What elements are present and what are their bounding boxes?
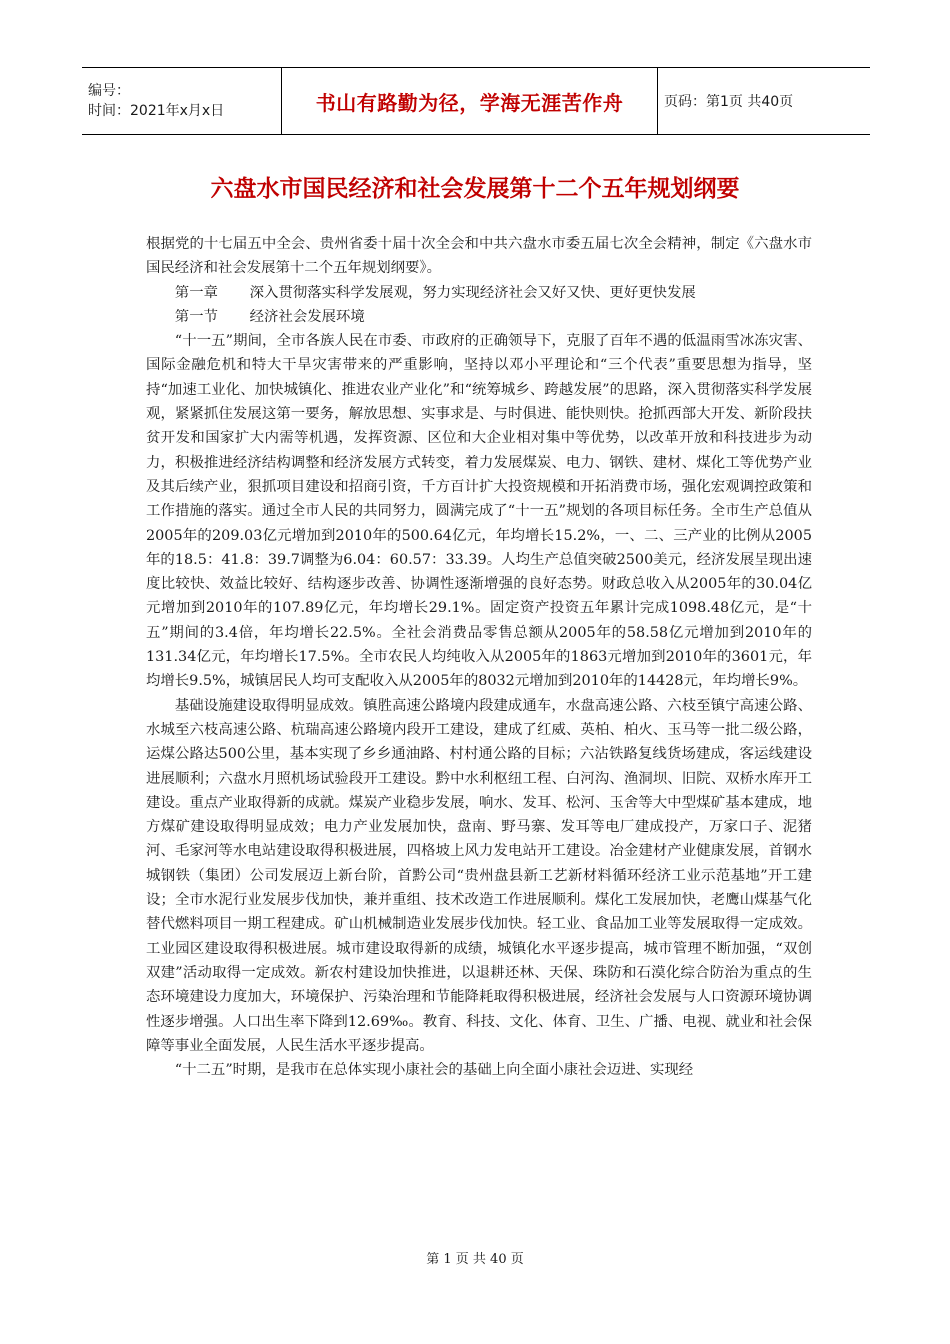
header-motto: 书山有路勤为径，学海无涯苦作舟 bbox=[315, 90, 624, 115]
time-label: 时间：2021年x月x日 bbox=[88, 103, 225, 119]
chapter-heading bbox=[146, 281, 812, 305]
section-title: 经济社会发展环境 bbox=[249, 308, 365, 325]
section-heading bbox=[146, 305, 812, 329]
document-header bbox=[82, 67, 870, 135]
chapter-title: 深入贯彻落实科学发展观，努力实现经济社会又好又快、更好更快发展 bbox=[249, 284, 696, 301]
chapter-label: 第一章 bbox=[174, 284, 218, 301]
header-page-cell bbox=[658, 68, 870, 134]
intro-paragraph: 根据党的十七届五中全会、贵州省委十届十次全会和中共六盘水市委五届七次全会精神，制定《六盘水市国民经济和社会发展第十二个五年规划纲要》。 bbox=[146, 236, 812, 277]
number-label: 编号： bbox=[88, 83, 130, 99]
body-paragraph-2: 基础设施建设取得明显成效。镇胜高速公路境内段建成通车，水盘高速公路、六枝至镇宁高速公路、水城至六枝高速公路、杭瑞高速公路境内段开工建设，建成了红威、英柏、柏火、玉马等一批二级公路，运煤公路达500公里，基本实现了乡乡通油路、村村通公路的目标；六沾铁路复线货场建成，客运线建设进展顺利；六盘水月照机场试验段开工建设。黔中水利枢纽工程、白河沟、渔洞坝、旧院、双桥水库开工建设。重点产业取得新的成就。煤炭产业稳步发展，响水、发耳、松河、玉舍等大中型煤矿基本建成，地方煤矿建设取得明显成效；电力产业发展加快，盘南、野马寨、发耳等电厂建成投产，万家口子、泥猪河、毛家河等水电站建设取得积极进展，四格坡上风力发电站开工建设。冶金建材产业健康发展，首钢水城钢铁（集团）公司发展迈上新台阶，首黔公司“贵州盘县新工艺新材料循环经济工业示范基地”开工建设；全市水泥行业发展步伐加快，兼并重组、技术改造工作进展顺利。煤化工发展加快，老鹰山煤基气化替代燃料项目一期工程建成。矿山机械制造业发展步伐加快。轻工业、食品加工业等发展取得一定成效。工业园区建设取得积极进展。城市建设取得新的成绩，城镇化水平逐步提高，城市管理不断加强，“双创双建”活动取得一定成效。新农村建设加快推进，以退耕还林、天保、珠防和石漠化综合防治为重点的生态环境建设力度加大，环境保护、污染治理和节能降耗取得积极进展，经济社会发展与人口资源环境协调性逐步增强。人口出生率下降到12.69‰。教育、科技、文化、体育、卫生、广播、电视、就业和社会保障等事业全面发展，人民生活水平逐步提高。 bbox=[146, 697, 812, 1054]
body-paragraph-3: “十二五”时期，是我市在总体实现小康社会的基础上向全面小康社会迈进、实现经 bbox=[174, 1062, 694, 1079]
section-label: 第一节 bbox=[174, 308, 218, 325]
header-meta bbox=[82, 68, 282, 134]
document-body bbox=[146, 232, 812, 1082]
header-page-label: 页码：第1页 共40页 bbox=[664, 94, 794, 110]
page-footer: 第 1 页 共 40 页 bbox=[426, 1252, 524, 1267]
document-title: 六盘水市国民经济和社会发展第十二个五年规划纲要 bbox=[210, 176, 740, 202]
header-motto-cell bbox=[282, 68, 658, 134]
body-paragraph-1: “十一五”期间，全市各族人民在市委、市政府的正确领导下，克服了百年不遇的低温雨雪冰冻灾害、国际金融危机和特大干旱灾害带来的严重影响，坚持以邓小平理论和“三个代表”重要思想为指导，坚持“加速工业化、加快城镇化、推进农业产业化”和“统筹城乡、跨越发展”的思路，深入贯彻落实科学发展观，紧紧抓住发展这第一要务，解放思想、实事求是、与时俱进、能快则快。抢抓西部大开发、新阶段扶贫开发和国家扩大内需等机遇，发挥资源、区位和大企业相对集中等优势，以改革开放和科技进步为动力，积极推进经济结构调整和经济发展方式转变，着力发展煤炭、电力、钢铁、建材、煤化工等优势产业及其后续产业，狠抓项目建设和招商引资，千方百计扩大投资规模和开拓消费市场，强化宏观调控政策和工作措施的落实。通过全市人民的共同努力，圆满完成了“十一五”规划的各项目标任务。全市生产总值从2005年的209.03亿元增加到2010年的500.64亿元，年均增长15.2%，一、二、三产业的比例从2005年的18.5：41.8：39.7调整为6.04：60.57：33.39。人均生产总值突破2500美元，经济发展呈现出速度比较快、效益比较好、结构逐步改善、协调性逐渐增强的良好态势。财政总收入从2005年的30.04亿元增加到2010年的107.89亿元，年均增长29.1%。固定资产投资五年累计完成1098.48亿元，是“十五”期间的3.4倍，年均增长22.5%。全社会消费品零售总额从2005年的58.58亿元增加到2010年的131.34亿元，年均增长17.5%。全市农民人均纯收入从2005年的1863元增加到2010年的3601元，年均增长9.5%，城镇居民人均可支配收入从2005年的8032元增加到2010年的14428元，年均增长9%。 bbox=[146, 333, 812, 690]
